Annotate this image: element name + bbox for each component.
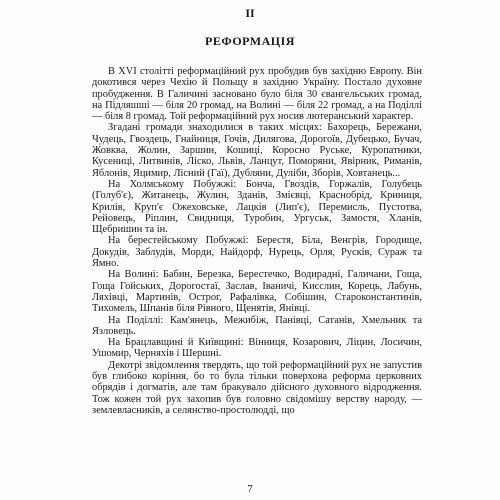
page-number: 7 xyxy=(247,483,253,495)
chapter-number: II xyxy=(245,6,255,20)
paragraph-intro: В XVI столітті реформаційний рух пробудив був західню Европу. Він докотився через Чехію й Польщу в західню Україну. Постало духовне пробудження. В Галичині засновано було біля 30 євангельських громад, на Підляшші — біля 20 громад, на Волині — біля 22 громад, а на Поділлі — біля 8 громад. Той реформаційний рух носив лютеранський характер. xyxy=(92,66,422,123)
paragraph-berestia: На берестейському Побужжі: Берестя, Біла, Венгрів, Городище, Докудів, Заблудів, Морди, Найдорф, Нурець, Орля, Русків, Сураж та Ямно. xyxy=(92,235,422,270)
paragraph-podillia: На Поділлі: Кам'янець, Межибіж, Панівці, Сатанів, Хмельник та Язловець. xyxy=(92,314,422,337)
paragraph-volhynia: На Волині: Бабин, Березка, Берестечко, Водирадні, Галичани, Гоща, Гоща Гойських, Дорогостаї, Заслав, Іваничі, Кисслин, Корець, Лабунь, Ляхівці, Мартинів, Острог, Рафалівка, Собішин, Староконстантинів, Тихомель, Шпанів біля Рівного, Щенятів, Янівці. xyxy=(92,269,422,315)
paragraph-bratslav-kyiv: На Брацлавщині й Київщині: Вінниця, Козарович, Ліцин, Лосичин, Ушомир, Черняхів і Шершні. xyxy=(92,337,422,360)
page-title: РЕФОРМАЦІЯ xyxy=(205,34,295,48)
paragraph-kholm: На Холмському Побужжі: Бонча, Гвоздів, Горжалів, Голубець (Голуб'є), Житанець, Жулин, Зданів, Змієвці, Краснобрід, Криниця, Крилів, Круп'є Ожеховське, Лацків (Лип'є), Перемисль, Пустотва, Рейовець, Ріплин, Свидниця, Туробин, Ургуськ, Замостя, Хланів, Щебришин та ін. xyxy=(92,178,422,236)
body-text xyxy=(92,66,422,416)
paragraph-galicia: Згадані громади знаходилися в таких місцях: Бахорець, Бережани, Чудець, Гвоздець, Гнайниця, Гочів, Дилягова, Дорогоїв, Дубецько, Бучач, Жовква, Жолин, Заршин, Кошиці, Коросно Руське, Куропатники, Кусениці, Литвинів, Ліско, Львів, Ланцут, Поморяни, Явірник, Риманів, Яблонів, Яцимир, Лісний (Гаї), Дубляни, Дуліби, Зборів, Ховтанець... xyxy=(92,122,422,179)
paragraph-conclusion: Декотрі звідомлення твердять, що той реформаційний рух не запустив був глибоко коріння, бо то була тільки поверхова реформа церковних обрядів і догматів, але там бракувало дійсного духовного відродження. Тож кожен той рух захопив був головно свідомішу верству народу, — землевласників, а селянство-простолюдді, що xyxy=(92,359,422,416)
